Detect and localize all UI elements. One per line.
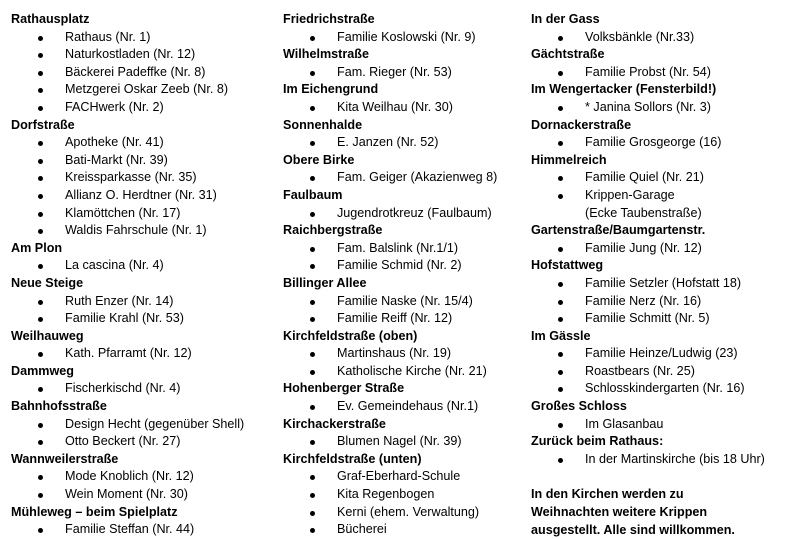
location-item: Familie Probst (Nr. 54) <box>531 64 789 82</box>
column-2 <box>283 11 531 539</box>
location-item: Familie Schmitt (Nr. 5) <box>531 310 789 328</box>
street-heading: Am Plon <box>11 240 63 255</box>
location-item: Katholische Kirche (Nr. 21) <box>283 363 531 381</box>
location-item: Jugendrotkreuz (Faulbaum) <box>283 205 531 223</box>
location-item: FACHwerk (Nr. 2) <box>11 99 279 117</box>
location-item: Krippen-Garage (Ecke Taubenstraße) <box>531 187 789 222</box>
location-list <box>283 169 531 187</box>
street-section-hofstattweg <box>531 257 789 327</box>
location-item: Kath. Pfarramt (Nr. 12) <box>11 345 279 363</box>
location-item: Familie Heinze/Ludwig (23) <box>531 345 789 363</box>
location-item: Blumen Nagel (Nr. 39) <box>283 433 531 451</box>
street-section-grosses-schloss <box>531 398 789 433</box>
street-section-himmelreich <box>531 152 789 222</box>
street-heading: Kirchfeldstraße (oben) <box>283 328 418 343</box>
location-list <box>283 205 531 223</box>
location-item: Wein Moment (Nr. 30) <box>11 486 279 504</box>
location-list <box>11 416 279 451</box>
street-section-billinger-allee <box>283 275 531 328</box>
street-section-wannweilerstrasse <box>11 451 279 504</box>
location-item: Ev. Gemeindehaus (Nr.1) <box>283 398 531 416</box>
location-item: Schlosskindergarten (Nr. 16) <box>531 380 789 398</box>
location-item: Metzgerei Oskar Zeeb (Nr. 8) <box>11 81 279 99</box>
location-item: Fam. Rieger (Nr. 53) <box>283 64 531 82</box>
street-heading: Sonnenhalde <box>283 117 363 132</box>
street-section-raichbergstrasse <box>283 222 531 275</box>
location-item: Klamöttchen (Nr. 17) <box>11 205 279 223</box>
closing-note-line: ausgestellt. Alle sind willkommen. <box>531 522 735 537</box>
location-item: Familie Jung (Nr. 12) <box>531 240 789 258</box>
location-list <box>283 345 531 380</box>
street-heading: In der Gass <box>531 12 600 26</box>
street-section-wilhelmstrasse <box>283 46 531 81</box>
location-item: Familie Grosgeorge (16) <box>531 134 789 152</box>
location-list <box>11 345 279 363</box>
street-section-weilhauweg <box>11 328 279 363</box>
street-heading: Im Eichengrund <box>283 82 379 97</box>
location-list <box>283 99 531 117</box>
location-list <box>531 134 789 152</box>
location-item: Kerni (ehem. Verwaltung) <box>283 504 531 522</box>
location-list <box>283 240 531 275</box>
location-list <box>531 275 789 328</box>
street-section-im-gaessle <box>531 328 789 398</box>
closing-note-line: Weihnachten weitere Krippen <box>531 505 708 520</box>
street-section-kirchfeldstrasse-oben <box>283 328 531 381</box>
location-list <box>531 64 789 82</box>
location-item: Kita Weilhau (Nr. 30) <box>283 99 531 117</box>
location-list <box>283 398 531 416</box>
location-item: Design Hecht (gegenüber Shell) <box>11 416 279 434</box>
street-heading: Wannweilerstraße <box>11 451 119 466</box>
street-section-neue-steige <box>11 275 279 328</box>
location-list <box>531 29 789 47</box>
street-section-dammweg <box>11 363 279 398</box>
location-item: Fischerkischd (Nr. 4) <box>11 380 279 398</box>
location-list <box>531 451 789 469</box>
location-list <box>11 134 279 240</box>
location-item: Kreissparkasse (Nr. 35) <box>11 169 279 187</box>
location-item: Roastbears (Nr. 25) <box>531 363 789 381</box>
location-list <box>283 468 531 538</box>
street-heading: Dammweg <box>11 363 74 378</box>
location-list <box>531 169 789 222</box>
location-item: Naturkostladen (Nr. 12) <box>11 46 279 64</box>
street-heading: Billinger Allee <box>283 275 367 290</box>
street-heading: Hohenberger Straße <box>283 381 405 396</box>
street-heading: Dornackerstraße <box>531 117 632 132</box>
street-section-friedrichstrasse <box>283 11 531 46</box>
street-heading: Bahnhofsstraße <box>11 399 107 414</box>
street-heading: Kirchfeldstraße (unten) <box>283 451 422 466</box>
location-item: Mode Knoblich (Nr. 12) <box>11 468 279 486</box>
column-3-sections <box>531 11 789 468</box>
street-heading: Neue Steige <box>11 275 84 290</box>
location-list <box>11 521 279 539</box>
location-list <box>11 380 279 398</box>
location-list <box>531 99 789 117</box>
location-item: Familie Nerz (Nr. 16) <box>531 293 789 311</box>
street-heading: Gächtstraße <box>531 47 605 62</box>
location-list <box>531 240 789 258</box>
location-item: Bücherei <box>283 521 531 539</box>
column-3 <box>531 11 789 539</box>
location-list <box>11 29 279 117</box>
street-section-im-wengertacker-fensterbild <box>531 81 789 116</box>
location-list <box>283 134 531 152</box>
location-item: * Janina Sollors (Nr. 3) <box>531 99 789 117</box>
location-item: Familie Krahl (Nr. 53) <box>11 310 279 328</box>
location-item: Waldis Fahrschule (Nr. 1) <box>11 222 279 240</box>
location-list <box>11 257 279 275</box>
location-list <box>283 29 531 47</box>
location-item: E. Janzen (Nr. 52) <box>283 134 531 152</box>
street-heading: Himmelreich <box>531 152 607 167</box>
street-heading: Zurück beim Rathaus: <box>531 434 664 449</box>
street-section-kirchackerstrasse <box>283 416 531 451</box>
location-item: Fam. Balslink (Nr.1/1) <box>283 240 531 258</box>
location-list <box>283 293 531 328</box>
location-item: Im Glasanbau <box>531 416 789 434</box>
street-heading: Großes Schloss <box>531 399 627 414</box>
location-list <box>531 416 789 434</box>
location-item: Familie Naske (Nr. 15/4) <box>283 293 531 311</box>
street-section-obere-birke <box>283 152 531 187</box>
location-item: Familie Schmid (Nr. 2) <box>283 257 531 275</box>
street-heading: Hofstattweg <box>531 258 604 273</box>
closing-note-line: In den Kirchen werden zu <box>531 487 684 502</box>
street-heading: Weilhauweg <box>11 328 84 343</box>
street-section-gaechtstrasse <box>531 46 789 81</box>
street-section-dornackerstrasse <box>531 117 789 152</box>
location-list <box>11 468 279 503</box>
street-heading: Friedrichstraße <box>283 12 375 26</box>
location-item: Allianz O. Herdtner (Nr. 31) <box>11 187 279 205</box>
location-item: Bäckerei Padeffke (Nr. 8) <box>11 64 279 82</box>
street-section-kirchfeldstrasse-unten <box>283 451 531 539</box>
location-list <box>531 345 789 398</box>
street-section-gartenstrasse-baumgartenstr <box>531 222 789 257</box>
location-item: Familie Steffan (Nr. 44) <box>11 521 279 539</box>
location-item: Familie Koslowski (Nr. 9) <box>283 29 531 47</box>
street-section-bahnhofsstrasse <box>11 398 279 451</box>
location-item: Apotheke (Nr. 41) <box>11 134 279 152</box>
location-item: Kita Regenbogen <box>283 486 531 504</box>
street-heading: Im Wengertacker (Fensterbild!) <box>531 82 717 97</box>
street-heading: Obere Birke <box>283 152 355 167</box>
street-heading: Faulbaum <box>283 187 343 202</box>
street-section-faulbaum <box>283 187 531 222</box>
street-section-dorfstrasse <box>11 117 279 240</box>
street-heading: Dorfstraße <box>11 117 75 132</box>
street-section-hohenberger-strasse <box>283 380 531 415</box>
location-item: Otto Beckert (Nr. 27) <box>11 433 279 451</box>
location-item: Fam. Geiger (Akazienweg 8) <box>283 169 531 187</box>
location-list <box>283 433 531 451</box>
street-section-am-plon <box>11 240 279 275</box>
street-heading: Mühleweg – beim Spielplatz <box>11 504 178 519</box>
location-item: Familie Setzler (Hofstatt 18) <box>531 275 789 293</box>
location-item: In der Martinskirche (bis 18 Uhr) <box>531 451 789 469</box>
street-section-sonnenhalde <box>283 117 531 152</box>
closing-note <box>531 486 789 539</box>
location-item: Martinshaus (Nr. 19) <box>283 345 531 363</box>
location-item: Volksbänkle (Nr.33) <box>531 29 789 47</box>
location-item: Graf-Eberhard-Schule <box>283 468 531 486</box>
street-section-zurueck-beim-rathaus <box>531 433 789 468</box>
street-heading: Gartenstraße/Baumgartenstr. <box>531 223 706 238</box>
street-heading: Im Gässle <box>531 328 591 343</box>
street-heading: Raichbergstraße <box>283 223 383 238</box>
street-heading: Wilhelmstraße <box>283 47 369 62</box>
street-heading: Kirchackerstraße <box>283 416 386 431</box>
location-item: La cascina (Nr. 4) <box>11 257 279 275</box>
street-section-muehleweg-beim-spielplatz <box>11 504 279 539</box>
column-1 <box>11 11 279 539</box>
location-item: Familie Reiff (Nr. 12) <box>283 310 531 328</box>
location-item: Ruth Enzer (Nr. 14) <box>11 293 279 311</box>
location-list <box>11 293 279 328</box>
street-section-im-eichengrund <box>283 81 531 116</box>
street-heading: Rathausplatz <box>11 12 90 26</box>
location-item: Rathaus (Nr. 1) <box>11 29 279 47</box>
location-item: Bati-Markt (Nr. 39) <box>11 152 279 170</box>
location-item: Familie Quiel (Nr. 21) <box>531 169 789 187</box>
street-section-in-der-gass <box>531 11 789 46</box>
location-list <box>283 64 531 82</box>
street-section-rathausplatz <box>11 11 279 117</box>
